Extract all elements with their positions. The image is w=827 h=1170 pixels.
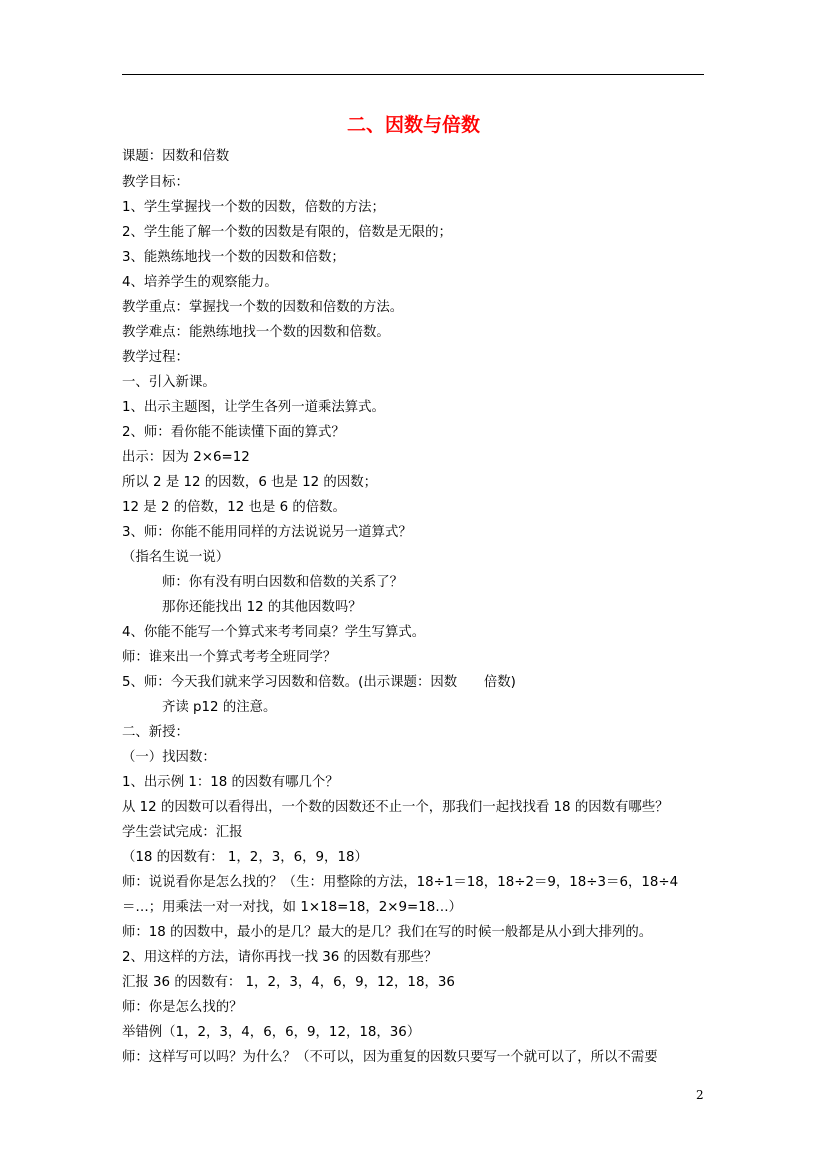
text-line: 出示：因为 2×6=12 [122, 450, 250, 465]
text-line: 举错例（1，2，3，4，6，6，9，12，18，36） [122, 1025, 421, 1040]
text-line: 1、出示例 1：18 的因数有哪几个？ [122, 775, 339, 790]
text-line: 从 12 的因数可以看得出，一个数的因数还不止一个，那我们一起找找看 18 的因数有哪些？ [122, 800, 669, 815]
text-line: （一）找因数： [122, 750, 216, 765]
text-line: 师：这样写可以吗？为什么？（不可以，因为重复的因数只要写一个就可以了，所以不需要 [122, 1050, 658, 1065]
text-line: 师：说说看你是怎么找的？（生：用整除的方法，18÷1＝18，18÷2＝9，18÷3＝6，18÷4 [122, 875, 679, 890]
text-line: 课题：因数和倍数 [122, 149, 230, 164]
text-line: 那你还能找出 12 的其他因数吗？ [162, 600, 362, 615]
page-number: 2 [696, 1088, 704, 1102]
text-line: 教学过程： [122, 350, 189, 365]
text-line: 学生尝试完成：汇报 [122, 825, 243, 840]
document-title: 二、因数与倍数 [346, 114, 480, 136]
text-line: 4、你能不能写一个算式来考考同桌？学生写算式。 [122, 625, 426, 640]
text-line: 3、能熟练地找一个数的因数和倍数； [122, 250, 345, 265]
text-line: 1、出示主题图，让学生各列一道乘法算式。 [122, 400, 385, 415]
text-line: 2、学生能了解一个数的因数是有限的，倍数是无限的； [122, 225, 452, 240]
text-line: 师：18 的因数中，最小的是几？最大的是几？我们在写的时候一般都是从小到大排列的。 [122, 925, 653, 940]
text-line: 师：谁来出一个算式考考全班同学？ [122, 650, 337, 665]
text-line: 齐读 p12 的注意。 [162, 700, 277, 715]
text-line: 2、师：看你能不能读懂下面的算式？ [122, 425, 345, 440]
text-line: 3、师：你能不能用同样的方法说说另一道算式？ [122, 525, 412, 540]
text-line: 汇报 36 的因数有： 1，2，3，4，6，9，12，18，36 [122, 975, 455, 990]
text-line: 所以 2 是 12 的因数，6 也是 12 的因数； [122, 475, 377, 490]
text-line: 1、学生掌握找一个数的因数，倍数的方法； [122, 200, 385, 215]
text-line: 教学难点：能熟练地找一个数的因数和倍数。 [122, 325, 390, 340]
text-line: （指名生说一说） [122, 550, 230, 565]
text-line: 师：你是怎么找的？ [122, 1000, 243, 1015]
text-line: （18 的因数有： 1，2，3，6，9，18） [122, 850, 368, 865]
text-line: 师：你有没有明白因数和倍数的关系了？ [162, 575, 404, 590]
text-line: 教学重点：掌握找一个数的因数和倍数的方法。 [122, 300, 404, 315]
text-line: 2、用这样的方法，请你再找一找 36 的因数有那些？ [122, 950, 438, 965]
text-line: 4、培养学生的观察能力。 [122, 275, 278, 290]
text-line: ＝…；用乘法一对一对找，如 1×18=18，2×9=18…） [122, 900, 463, 915]
text-line: 二、新授： [122, 725, 189, 740]
text-line: 一、引入新课。 [122, 375, 216, 390]
text-line: 12 是 2 的倍数，12 也是 6 的倍数。 [122, 500, 346, 515]
text-line: 5、师：今天我们就来学习因数和倍数。(出示课题：因数 倍数) [122, 675, 516, 690]
header-rule [122, 74, 704, 75]
text-line: 教学目标： [122, 175, 189, 190]
